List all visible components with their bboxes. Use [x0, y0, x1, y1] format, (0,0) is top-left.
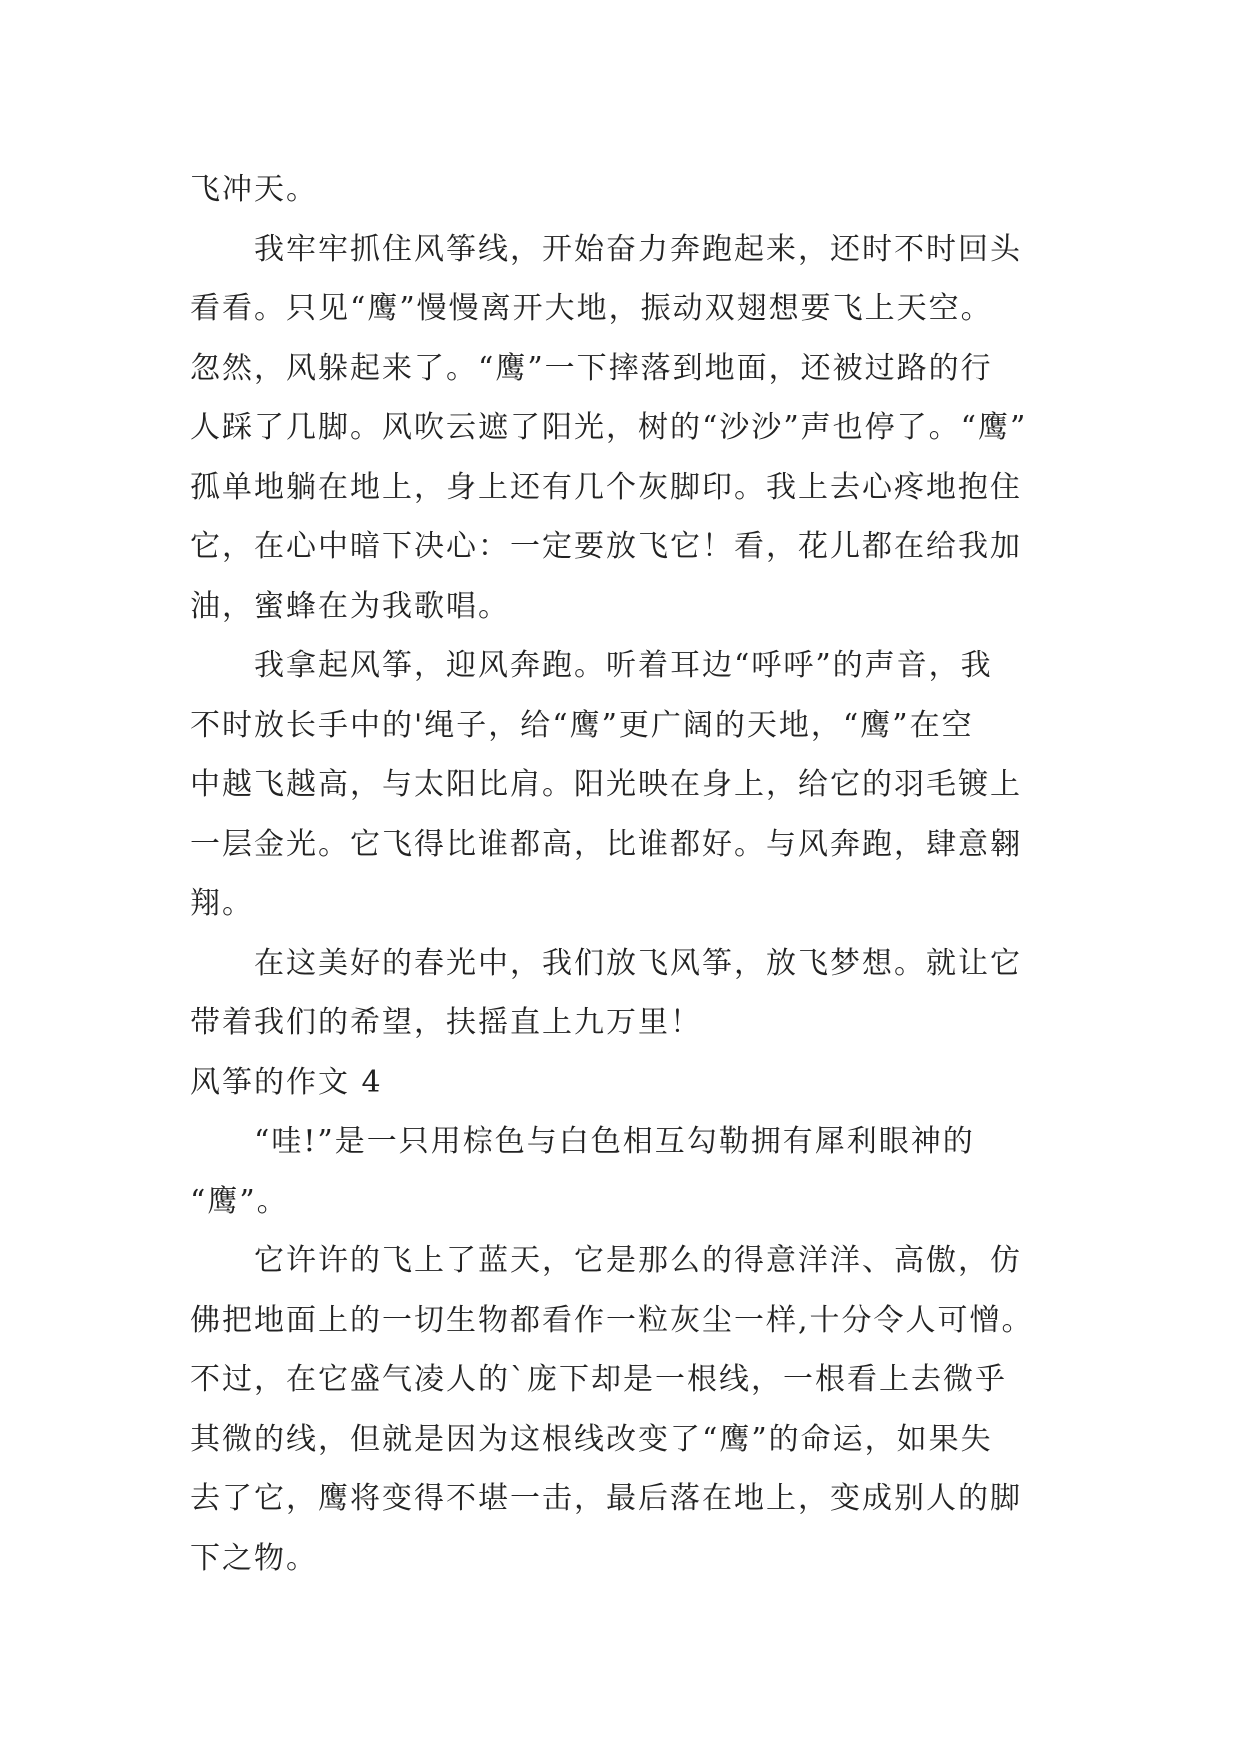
text-line: 中越飞越高，与太阳比肩。阳光映在身上，给它的羽毛镀上	[190, 767, 1022, 802]
text-line: 看看。只见“鹰”慢慢离开大地，振动双翅想要飞上天空。	[190, 291, 993, 326]
text-line: 翔。	[190, 886, 254, 921]
text-line: 我牢牢抓住风筝线，开始奋力奔跑起来，还时不时回头	[190, 231, 1022, 267]
text-line: “哇!”是一只用棕色与白色相互勾勒拥有犀利眼神的	[190, 1124, 975, 1159]
text-line: 不时放长手中的'绳子，给“鹰”更广阔的天地，“鹰”在空	[190, 707, 974, 743]
text-line: 其微的线，但就是因为这根线改变了“鹰”的命运，如果失	[190, 1421, 993, 1457]
text-line: 它许许的飞上了蓝天，它是那么的得意洋洋、高傲，仿	[190, 1243, 1022, 1278]
text-line: 在这美好的春光中，我们放飞风筝，放飞梦想。就让它	[190, 945, 1022, 981]
text-line: 下之物。	[190, 1540, 318, 1576]
text-line: 佛把地面上的一切生物都看作一粒灰尘一样,十分令人可憎。	[190, 1302, 1034, 1338]
text-line: 带着我们的希望，扶摇直上九万里！	[190, 1005, 702, 1040]
text-line: 我拿起风筝，迎风奔跑。听着耳边“呼呼”的声音，我	[190, 648, 993, 683]
text-line: 不过，在它盛气凌人的`庞下却是一根线，一根看上去微乎	[190, 1362, 1007, 1397]
text-line: 飞冲天。	[190, 172, 318, 207]
document-body	[190, 160, 1070, 1588]
text-line: 它，在心中暗下决心：一定要放飞它！看，花儿都在给我加	[190, 529, 1022, 564]
text-line: 孤单地躺在地上，身上还有几个灰脚印。我上去心疼地抱住	[190, 469, 1022, 505]
text-line: 油，蜜蜂在为我歌唱。	[190, 588, 510, 624]
text-line: 忽然，风躲起来了。“鹰”一下摔落到地面，还被过路的行	[190, 350, 993, 386]
text-line: 去了它，鹰将变得不堪一击，最后落在地上，变成别人的脚	[190, 1481, 1022, 1516]
text-line: “鹰”。	[190, 1183, 289, 1219]
text-line: 人踩了几脚。风吹云遮了阳光，树的“沙沙”声也停了。“鹰”	[190, 410, 1028, 445]
text-line: 一层金光。它飞得比谁都高，比谁都好。与风奔跑，肆意翱	[190, 826, 1022, 862]
section-heading: 风筝的作文 4	[190, 1064, 383, 1100]
